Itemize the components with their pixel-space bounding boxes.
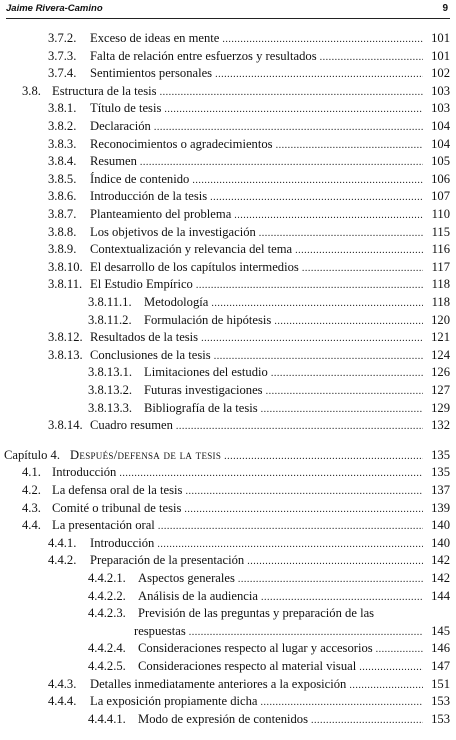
toc-entry-number: 4.4.3. <box>48 676 77 691</box>
toc-entry-title: El Estudio Empírico <box>90 277 193 292</box>
toc-entry-title: Planteamiento del problema <box>90 207 232 221</box>
toc-entry <box>48 535 450 552</box>
toc-entry <box>48 65 450 82</box>
toc-entry-page: 140 <box>431 535 450 550</box>
dot-leader <box>259 225 423 242</box>
toc-entry-number: 4.4.2. <box>48 553 77 568</box>
toc-entry-title: La presentación oral <box>52 518 155 533</box>
toc-entry <box>88 294 450 311</box>
toc-entry-page: 104 <box>431 119 450 133</box>
dot-leader <box>215 66 423 83</box>
toc-entry-number: 3.8.13.3. <box>88 400 133 415</box>
page-header <box>0 0 456 22</box>
dot-leader <box>184 501 423 518</box>
toc-entry-page: 145 <box>431 623 450 638</box>
toc-entry-number: 4.4.2.5. <box>88 659 126 673</box>
toc-entry-title: Resultados de la tesis <box>90 330 199 345</box>
toc-entry-number: 4.2. <box>22 483 41 497</box>
toc-entry <box>22 83 450 100</box>
toc-entry-title: La defensa oral de la tesis <box>52 483 183 497</box>
toc-entry-title: Aspectos generales <box>138 571 235 585</box>
toc-entry <box>22 464 450 481</box>
toc-entry-page: 132 <box>431 418 450 433</box>
toc-entry-page: 107 <box>431 189 450 204</box>
running-head-author: Jaime Rivera-Camino <box>6 3 103 14</box>
toc-entry-number: 3.8.13. <box>48 347 83 362</box>
toc-entry-title: Modo de expresión de contenidos <box>138 711 308 726</box>
toc-entry-page: 121 <box>431 330 450 345</box>
toc-entry <box>48 171 450 188</box>
toc-entry <box>88 570 450 587</box>
toc-entry <box>48 347 450 364</box>
toc-entry-page: 129 <box>431 400 450 415</box>
toc-entry <box>88 400 450 417</box>
toc-entry-page: 118 <box>431 277 450 292</box>
toc-entry-title: Formulación de hipótesis <box>144 312 272 327</box>
toc-entry <box>22 482 450 499</box>
toc-entry-title: Bibliografía de la tesis <box>144 400 258 415</box>
toc-entry-number: 3.8.8. <box>48 224 77 239</box>
toc-entry-page: 116 <box>431 242 450 257</box>
dot-leader <box>196 277 423 294</box>
dot-leader <box>274 313 423 330</box>
page-number: 9 <box>442 3 448 14</box>
toc-entry-page: 103 <box>431 83 450 98</box>
header-rule <box>6 18 450 19</box>
toc-entry-number: 3.8.13.2. <box>88 383 133 397</box>
toc-entry-number: 4.4.2.2. <box>88 588 126 603</box>
toc-entry-number: 4.4.4. <box>48 694 77 709</box>
toc-entry <box>48 30 450 47</box>
dot-leader <box>164 101 423 118</box>
toc-entry-number: 3.8.3. <box>48 136 77 151</box>
toc-entry-title: Los objetivos de la investigación <box>90 224 256 239</box>
toc-entry-title: Después/defensa de la tesis <box>70 447 222 462</box>
toc-entry-number: 3.7.3. <box>48 48 77 63</box>
toc-entry <box>4 447 450 464</box>
dot-leader <box>302 260 423 277</box>
toc-entry-title: respuestas <box>134 623 186 638</box>
toc-entry <box>48 188 450 205</box>
toc-entry-title: Falta de relación entre esfuerzos y resultados <box>90 48 317 63</box>
toc-entry <box>48 417 450 434</box>
dot-leader <box>157 536 423 553</box>
toc-entry <box>48 206 450 223</box>
toc-entry-title: Limitaciones del estudio <box>144 365 268 380</box>
toc-entry-page: 151 <box>431 676 450 691</box>
toc-entry-title: Título de tesis <box>90 101 162 116</box>
toc-entry <box>48 693 450 710</box>
dot-leader <box>119 465 423 482</box>
dot-leader <box>261 589 423 606</box>
toc-entry <box>48 676 450 693</box>
toc-entry-title: Contextualización y relevancia del tema <box>90 242 293 257</box>
toc-entry-title: Declaración <box>90 119 151 133</box>
toc-entry-title: Resumen <box>90 154 137 169</box>
toc-entry <box>48 118 450 135</box>
toc-entry-page: 106 <box>431 171 450 186</box>
toc-entry-title: Sentimientos personales <box>90 66 213 81</box>
dot-leader <box>210 189 423 206</box>
toc-entry-page: 135 <box>431 447 450 462</box>
toc-entry-number: 3.8.12. <box>48 330 83 345</box>
toc-entry-title: Cuadro resumen <box>90 418 173 433</box>
toc-entry <box>48 224 450 241</box>
dot-leader <box>176 418 423 435</box>
dot-leader <box>224 448 423 465</box>
toc-entry-number: 3.8.2. <box>48 119 77 133</box>
toc-entry-title: Exceso de ideas en mente <box>90 31 220 45</box>
toc-entry <box>48 48 450 65</box>
dot-leader <box>238 571 423 588</box>
toc-entry-page: 115 <box>431 224 450 239</box>
dot-leader <box>271 365 423 382</box>
toc-entry-page: 153 <box>431 694 450 709</box>
toc-entry-title: El desarrollo de los capítulos intermedios <box>90 259 299 274</box>
toc-entry <box>48 136 450 153</box>
toc-entry-number: 4.4.1. <box>48 535 77 550</box>
toc-entry-title: Futuras investigaciones <box>144 383 263 397</box>
toc-entry-number: 4.4.2.4. <box>88 641 126 656</box>
toc-entry-number: 3.8.14. <box>48 418 83 433</box>
toc-entry-title: Reconocimientos o agradecimientos <box>90 136 273 151</box>
toc-entry-title: Comité o tribunal de tesis <box>52 500 182 515</box>
toc-entry-title: Detalles inmediatamente anteriores a la exposición <box>90 676 347 691</box>
toc-entry <box>48 276 450 293</box>
toc-entry-number: 3.8.7. <box>48 207 77 221</box>
dot-leader <box>295 242 423 259</box>
toc-entry-number: 4.4.2.3. <box>88 606 126 621</box>
toc-entry-page: 104 <box>431 136 450 151</box>
toc-entry-number: 3.8.11.2. <box>88 312 132 327</box>
toc-entry <box>88 605 450 622</box>
dot-leader <box>320 49 423 66</box>
toc-entry-number: 3.8.9. <box>48 242 77 257</box>
toc-entry-title: Introducción <box>52 465 117 480</box>
toc-entry <box>48 552 450 569</box>
toc-entry <box>48 100 450 117</box>
toc-entry-title: Estructura de la tesis <box>52 83 157 98</box>
toc-entry-number: Capítulo 4. <box>4 447 60 462</box>
toc-entry-number: 3.7.2. <box>48 31 77 45</box>
toc-entry-number: 3.8.11. <box>48 277 83 292</box>
toc-entry <box>88 588 450 605</box>
toc-entry <box>88 658 450 675</box>
dot-leader <box>266 383 423 400</box>
toc-entry-page: 103 <box>431 101 450 116</box>
toc-entry-page: 139 <box>431 500 450 515</box>
toc-entry-title: Análisis de la audiencia <box>138 588 258 603</box>
toc-entry-page: 144 <box>431 588 450 603</box>
toc-entry-number: 4.4.4.1. <box>88 711 126 726</box>
toc-entry-number: 3.8.6. <box>48 189 77 204</box>
toc-entry-title: Consideraciones respecto al lugar y accesorios <box>138 641 373 656</box>
dot-leader <box>201 330 423 347</box>
toc-entry <box>88 364 450 381</box>
toc-entry-page: 118 <box>431 295 450 309</box>
toc-entry-page: 147 <box>431 659 450 673</box>
dot-leader <box>222 31 423 48</box>
dot-leader <box>189 624 423 641</box>
dot-leader <box>359 659 423 676</box>
toc-entry-page: 124 <box>431 347 450 362</box>
toc-entry-page: 142 <box>431 571 450 585</box>
dot-leader <box>311 712 423 729</box>
toc-entry <box>48 329 450 346</box>
toc-entry-number: 4.4. <box>22 518 41 533</box>
toc-entry-title: Metodología <box>144 295 209 309</box>
toc-entry-page: 120 <box>431 312 450 327</box>
toc-entry-title: La exposición propiamente dicha <box>90 694 258 709</box>
toc-entry-number: 3.8.11.1. <box>88 295 132 309</box>
toc-entry <box>22 500 450 517</box>
toc-entry-title: Consideraciones respecto al material visual <box>138 659 357 673</box>
toc-entry <box>22 517 450 534</box>
dot-leader <box>158 518 423 535</box>
toc-entry <box>48 241 450 258</box>
toc-entry-title: Preparación de la presentación <box>90 553 245 568</box>
dot-leader <box>211 295 423 312</box>
toc-entry-page: 135 <box>431 465 450 480</box>
toc-entry-number: 3.7.4. <box>48 66 77 81</box>
toc-entry-title: Previsión de las preguntas y preparación de las <box>138 606 375 621</box>
toc-entry <box>88 640 450 657</box>
toc-entry-number: 4.1. <box>22 465 41 480</box>
toc-entry-title: Introducción <box>90 535 155 550</box>
toc-entry-number: 3.8.1. <box>48 101 77 116</box>
toc-entry-page: 146 <box>431 641 450 656</box>
toc-entry-page: 102 <box>431 66 450 81</box>
toc-entry <box>88 711 450 728</box>
toc-entry-page: 153 <box>431 711 450 726</box>
toc-entry-number: 3.8.5. <box>48 171 77 186</box>
toc-entry-number: 3.8.13.1. <box>88 365 133 380</box>
toc-entry-page: 127 <box>431 383 450 397</box>
toc-entry <box>88 312 450 329</box>
toc-entry-page: 105 <box>431 154 450 169</box>
dot-leader <box>192 172 423 189</box>
toc-entry-page: 137 <box>431 483 450 497</box>
dot-leader <box>261 401 423 418</box>
dot-leader <box>234 207 423 224</box>
toc-entry-page: 117 <box>431 259 450 274</box>
dot-leader <box>154 119 423 136</box>
toc-entry-page: 140 <box>431 518 450 533</box>
toc-entry-page: 142 <box>431 553 450 568</box>
dot-leader <box>376 641 423 658</box>
dot-leader <box>349 677 423 694</box>
toc-entry-number: 3.8.4. <box>48 154 77 169</box>
toc-entry-title: Introducción de la tesis <box>90 189 208 204</box>
toc-entry-page: 101 <box>431 31 450 45</box>
dot-leader <box>276 137 423 154</box>
dot-leader <box>247 553 423 570</box>
toc-entry-page: 126 <box>431 365 450 380</box>
toc-entry <box>48 153 450 170</box>
dot-leader <box>214 348 423 365</box>
toc-entry <box>48 259 450 276</box>
toc-entry-title: Índice de contenido <box>90 171 190 186</box>
toc-entry <box>134 623 450 640</box>
dot-leader <box>160 84 423 101</box>
toc-entry-title: Conclusiones de la tesis <box>90 347 211 362</box>
dot-leader <box>140 154 423 171</box>
toc-entry <box>88 382 450 399</box>
dot-leader <box>185 483 423 500</box>
toc-entry-page: 101 <box>431 48 450 63</box>
toc-entry-number: 3.8.10. <box>48 259 83 274</box>
toc-entry-number: 3.8. <box>22 83 41 98</box>
dot-leader <box>261 694 423 711</box>
toc-entry-page: 110 <box>431 207 450 221</box>
toc-entry-number: 4.4.2.1. <box>88 571 126 585</box>
toc-entry-number: 4.3. <box>22 500 41 515</box>
